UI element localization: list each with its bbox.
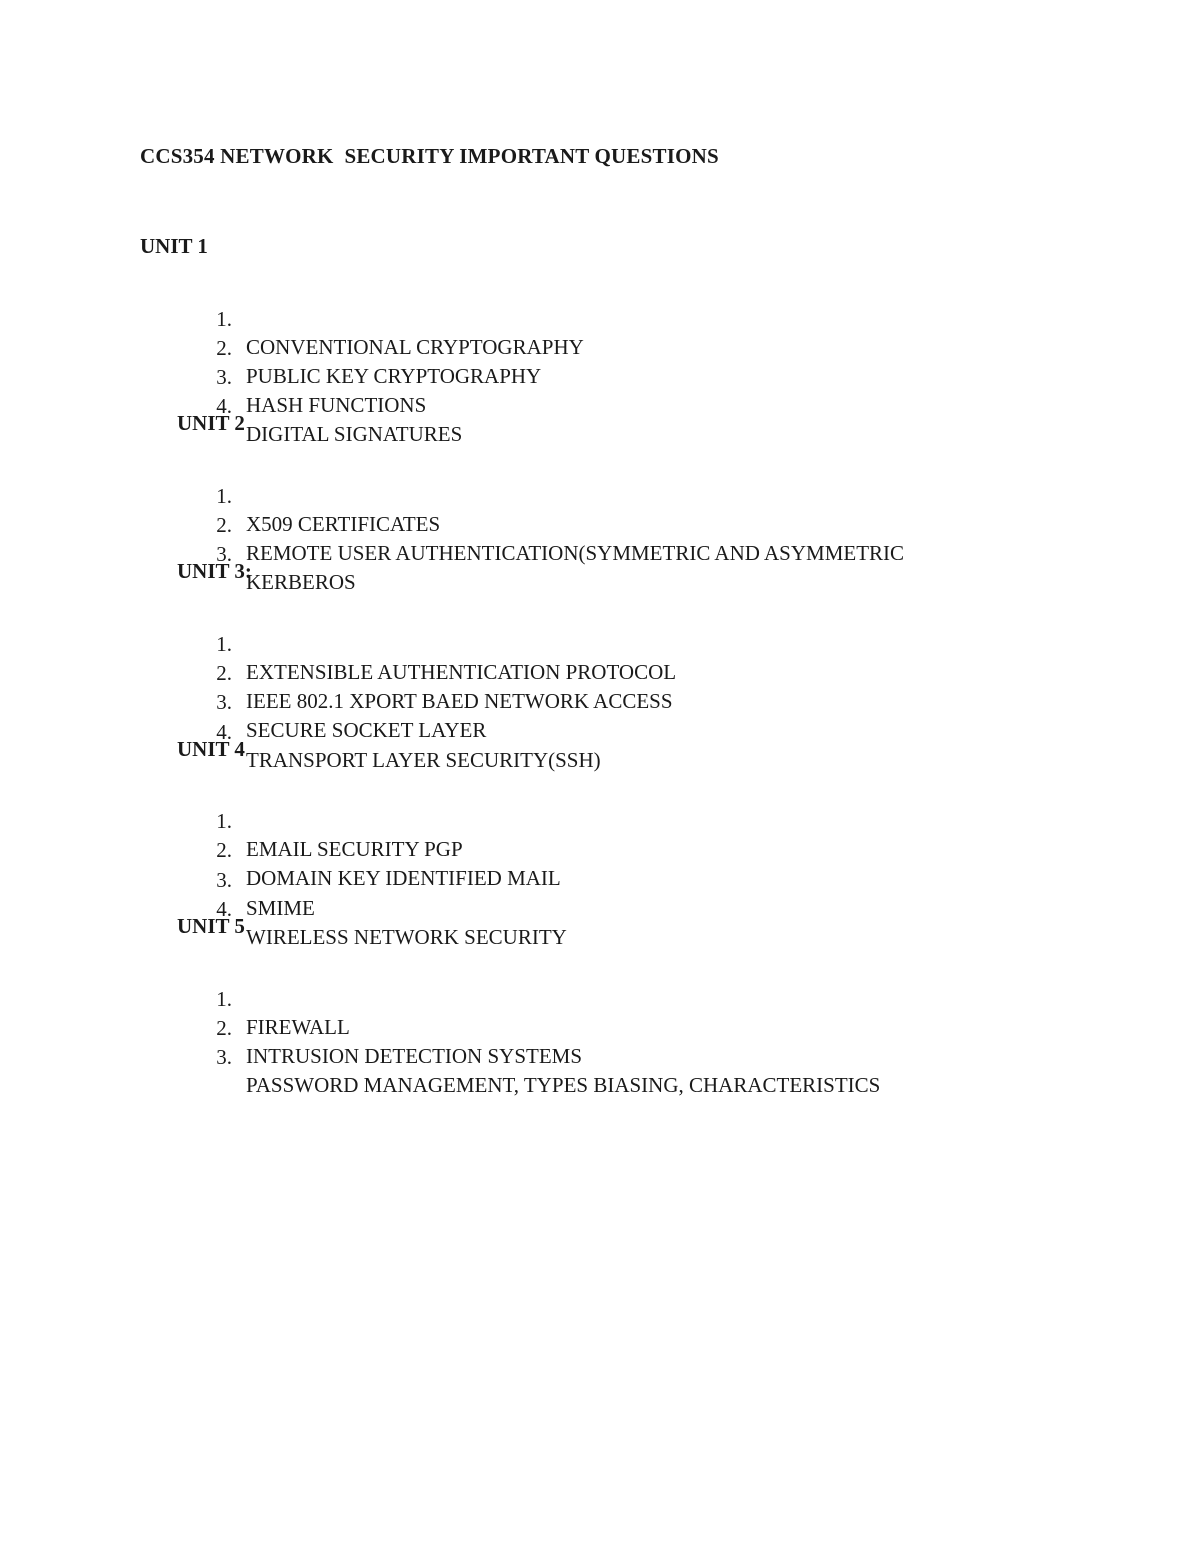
list-item-text: PASSWORD MANAGEMENT, TYPES BIASING, CHARACTERISTICS <box>246 1073 881 1097</box>
list-item-number: 3. <box>216 690 232 714</box>
list-item-text: DOMAIN KEY IDENTIFIED MAIL <box>246 866 561 890</box>
list-item-number: 2. <box>216 513 232 537</box>
list-item-number: 2. <box>216 336 232 360</box>
list-item-number: 2. <box>216 661 232 685</box>
list-item-text: HASH FUNCTIONS <box>246 393 427 417</box>
list-item-text: PUBLIC KEY CRYPTOGRAPHY <box>246 364 542 388</box>
list-item-text: KERBEROS <box>246 570 356 594</box>
list-item-text: EXTENSIBLE AUTHENTICATION PROTOCOL <box>246 660 677 684</box>
list-item-number: 4. <box>216 394 232 418</box>
list-item-text: FIREWALL <box>246 1015 350 1039</box>
list-item-text: CONVENTIONAL CRYPTOGRAPHY <box>246 335 584 359</box>
list-item-text: DIGITAL SIGNATURES <box>246 422 463 446</box>
list-item-number: 1. <box>216 307 232 331</box>
list-item-text: WIRELESS NETWORK SECURITY <box>246 925 567 949</box>
document-title: CCS354 NETWORK SECURITY IMPORTANT QUESTIONS <box>140 144 719 168</box>
list-item-number: 3. <box>216 1045 232 1069</box>
unit-1-heading: UNIT 1 <box>140 234 208 258</box>
list-item-number: 4. <box>216 897 232 921</box>
list-item-text: SMIME <box>246 896 315 920</box>
list-item-number: 3. <box>216 868 232 892</box>
list-item-number: 3. <box>216 542 232 566</box>
list-item-text: SECURE SOCKET LAYER <box>246 718 487 742</box>
list-item-number: 1. <box>216 632 232 656</box>
list-item-number: 4. <box>216 720 232 744</box>
list-item-text: IEEE 802.1 XPORT BAED NETWORK ACCESS <box>246 689 673 713</box>
list-item-number: 2. <box>216 838 232 862</box>
unit-2-heading: UNIT 2 <box>177 411 245 435</box>
unit-4-heading: UNIT 4 <box>177 737 245 761</box>
list-item-text: X509 CERTIFICATES <box>246 512 441 536</box>
unit-5-heading: UNIT 5 <box>177 914 245 938</box>
list-item-number: 1. <box>216 484 232 508</box>
list-item-number: 1. <box>216 987 232 1011</box>
list-item-text: REMOTE USER AUTHENTICATION(SYMMETRIC AND ASYMMETRIC <box>246 541 905 565</box>
list-item-number: 1. <box>216 809 232 833</box>
list-item-text: TRANSPORT LAYER SECURITY(SSH) <box>246 748 601 772</box>
list-item-number: 3. <box>216 365 232 389</box>
unit-3-heading: UNIT 3: <box>177 559 252 583</box>
list-item-number: 2. <box>216 1016 232 1040</box>
list-item-text: EMAIL SECURITY PGP <box>246 837 463 861</box>
list-item-text: INTRUSION DETECTION SYSTEMS <box>246 1044 582 1068</box>
